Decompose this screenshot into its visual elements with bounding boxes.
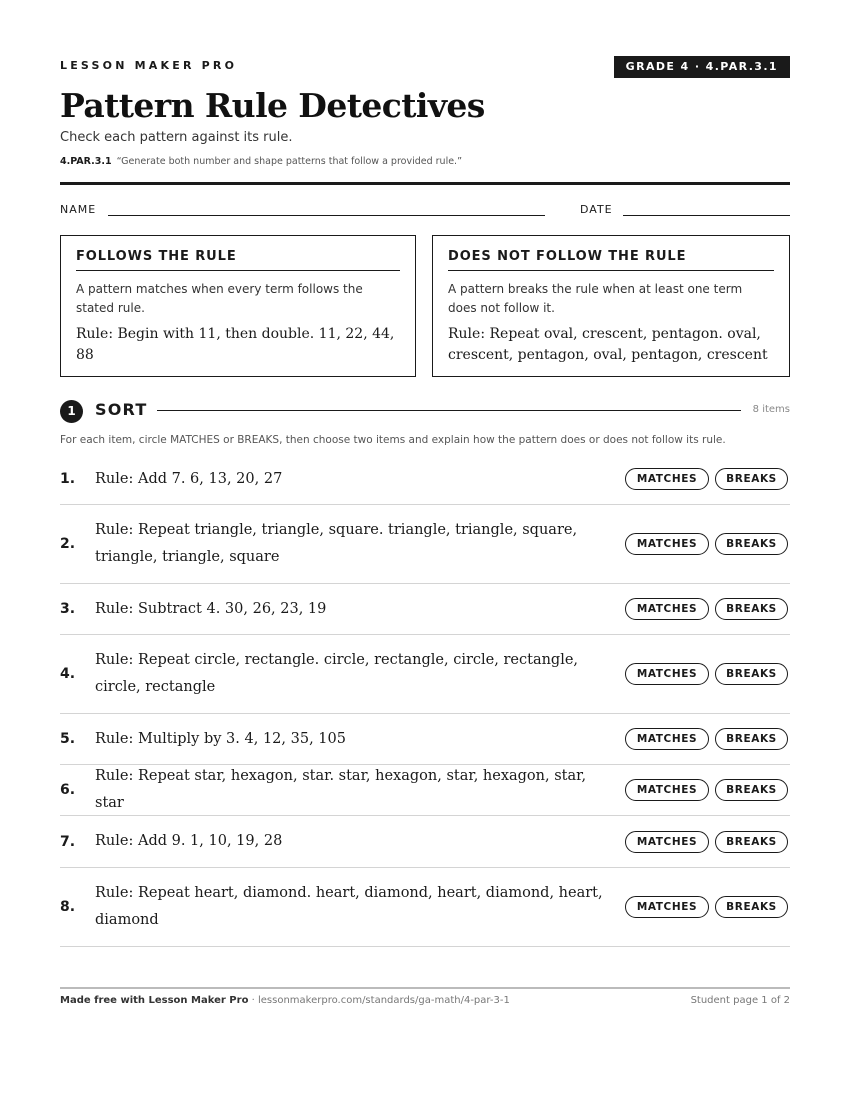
grade-badge: GRADE 4 · 4.PAR.3.1 bbox=[614, 56, 790, 78]
date-field[interactable] bbox=[623, 215, 790, 216]
matches-choice[interactable]: MATCHES bbox=[625, 896, 709, 918]
footer-divider bbox=[60, 987, 790, 989]
matches-choice[interactable]: MATCHES bbox=[625, 779, 709, 801]
list-item bbox=[60, 505, 790, 584]
choice-group bbox=[625, 728, 788, 750]
choice-group bbox=[625, 598, 788, 620]
item-text: Rule: Add 7. 6, 13, 20, 27 bbox=[95, 470, 283, 487]
choice-group bbox=[625, 831, 788, 853]
choice-group bbox=[625, 779, 788, 801]
matches-choice[interactable]: MATCHES bbox=[625, 598, 709, 620]
section-item-count: 8 items bbox=[752, 404, 790, 415]
item-text: Rule: Repeat star, hexagon, star. star, hexagon, star, hexagon, star, star bbox=[95, 768, 587, 811]
name-label: NAME bbox=[60, 203, 97, 216]
item-text: Rule: Subtract 4. 30, 26, 23, 19 bbox=[95, 600, 327, 617]
breaks-choice[interactable]: BREAKS bbox=[715, 663, 788, 685]
matches-choice[interactable]: MATCHES bbox=[625, 728, 709, 750]
section-header bbox=[60, 399, 790, 423]
list-item bbox=[60, 816, 790, 868]
standard-line bbox=[60, 156, 462, 167]
breaks-choice[interactable]: BREAKS bbox=[715, 598, 788, 620]
follows-rule-description: A pattern matches when every term follows the stated rule. bbox=[76, 282, 363, 315]
list-item bbox=[60, 635, 790, 714]
list-item bbox=[60, 584, 790, 635]
list-item bbox=[60, 765, 790, 816]
item-text: Rule: Repeat triangle, triangle, square. triangle, triangle, square, triangle, triangle, square bbox=[95, 522, 578, 565]
footer-made-with: Made free with Lesson Maker Pro bbox=[60, 995, 249, 1006]
item-list bbox=[60, 454, 790, 947]
breaks-rule-box bbox=[432, 235, 790, 377]
section-title: SORT bbox=[95, 400, 148, 419]
item-number: 8. bbox=[60, 899, 76, 915]
list-item bbox=[60, 714, 790, 765]
item-number: 2. bbox=[60, 536, 76, 552]
item-text: Rule: Repeat heart, diamond. heart, diamond, heart, diamond, heart, diamond bbox=[95, 885, 603, 928]
item-number: 6. bbox=[60, 782, 76, 798]
page-title: Pattern Rule Detectives bbox=[60, 86, 485, 125]
name-date-row bbox=[60, 203, 790, 219]
section-number-badge: 1 bbox=[60, 400, 83, 423]
follows-rule-title: FOLLOWS THE RULE bbox=[76, 249, 400, 271]
breaks-choice[interactable]: BREAKS bbox=[715, 779, 788, 801]
list-item bbox=[60, 454, 790, 505]
item-number: 1. bbox=[60, 471, 76, 487]
breaks-choice[interactable]: BREAKS bbox=[715, 896, 788, 918]
item-text: Rule: Repeat circle, rectangle. circle, rectangle, circle, rectangle, circle, rectangle bbox=[95, 652, 579, 695]
breaks-choice[interactable]: BREAKS bbox=[715, 728, 788, 750]
item-number: 4. bbox=[60, 666, 76, 682]
page-subtitle: Check each pattern against its rule. bbox=[60, 130, 293, 145]
breaks-choice[interactable]: BREAKS bbox=[715, 831, 788, 853]
date-label: DATE bbox=[580, 203, 613, 216]
footer bbox=[60, 995, 790, 1006]
header-divider bbox=[60, 182, 790, 185]
choice-group bbox=[625, 663, 788, 685]
section-instructions: For each item, circle MATCHES or BREAKS, then choose two items and explain how the pattern does or does not follow its rule. bbox=[60, 434, 726, 446]
breaks-rule-title: DOES NOT FOLLOW THE RULE bbox=[448, 249, 774, 271]
follows-rule-box bbox=[60, 235, 416, 377]
brand-name: LESSON MAKER PRO bbox=[60, 59, 238, 72]
breaks-rule-description: A pattern breaks the rule when at least one term does not follow it. bbox=[448, 282, 743, 315]
choice-group bbox=[625, 533, 788, 555]
matches-choice[interactable]: MATCHES bbox=[625, 831, 709, 853]
footer-url[interactable]: · lessonmakerpro.com/standards/ga-math/4-par-3-1 bbox=[248, 995, 510, 1006]
choice-group bbox=[625, 896, 788, 918]
item-number: 3. bbox=[60, 601, 76, 617]
top-bar bbox=[60, 56, 790, 80]
list-item bbox=[60, 868, 790, 947]
matches-choice[interactable]: MATCHES bbox=[625, 663, 709, 685]
standard-text: “Generate both number and shape patterns that follow a provided rule.” bbox=[116, 156, 462, 167]
footer-page-number: Student page 1 of 2 bbox=[690, 995, 790, 1006]
matches-choice[interactable]: MATCHES bbox=[625, 468, 709, 490]
breaks-choice[interactable]: BREAKS bbox=[715, 533, 788, 555]
breaks-rule-example: Rule: Repeat oval, crescent, pentagon. oval, crescent, pentagon, oval, pentagon, crescent bbox=[448, 326, 768, 363]
name-field[interactable] bbox=[108, 215, 545, 216]
follows-rule-example: Rule: Begin with 11, then double. 11, 22, 44, 88 bbox=[76, 326, 395, 363]
item-number: 7. bbox=[60, 833, 76, 850]
item-text: Rule: Multiply by 3. 4, 12, 35, 105 bbox=[95, 730, 346, 747]
item-number: 5. bbox=[60, 731, 76, 747]
item-text: Rule: Add 9. 1, 10, 19, 28 bbox=[95, 833, 283, 849]
standard-code: 4.PAR.3.1 bbox=[60, 156, 112, 167]
choice-group bbox=[625, 468, 788, 490]
section-divider bbox=[157, 410, 741, 411]
breaks-choice[interactable]: BREAKS bbox=[715, 468, 788, 490]
matches-choice[interactable]: MATCHES bbox=[625, 533, 709, 555]
